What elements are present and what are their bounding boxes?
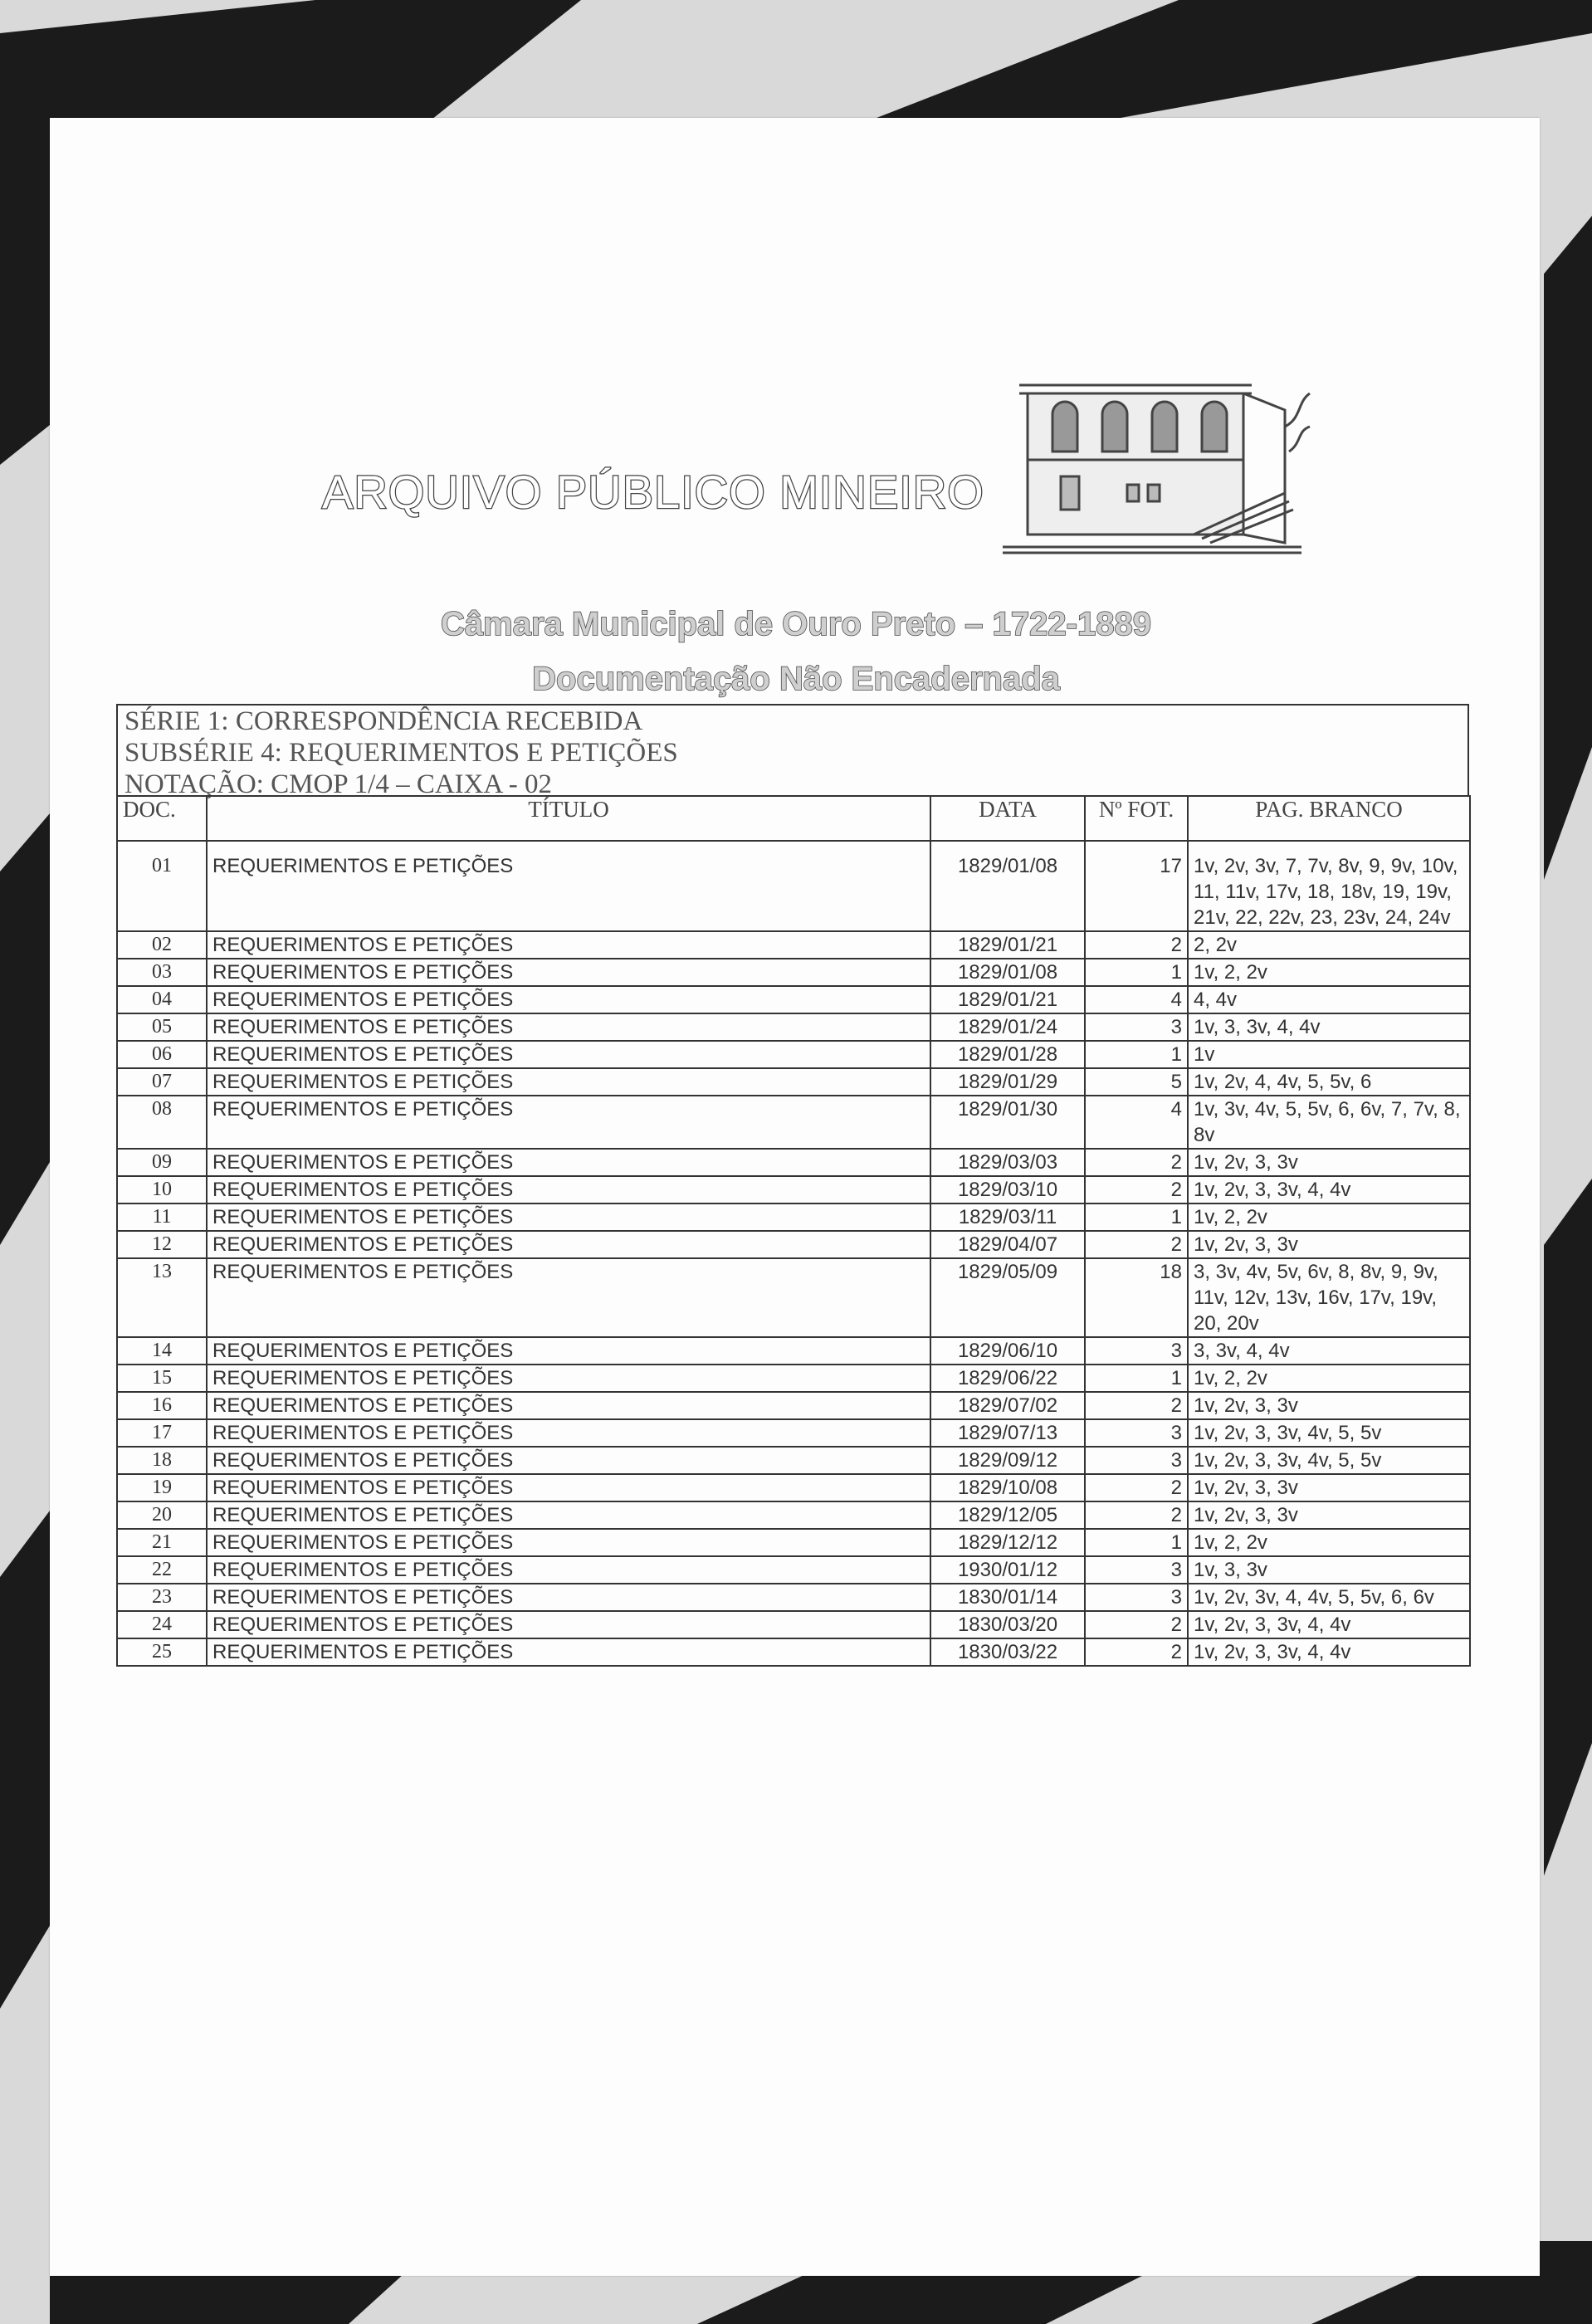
blank-pages-cell: 1v, 2v, 3, 3v xyxy=(1188,1474,1470,1501)
date-cell: 1829/03/11 xyxy=(930,1204,1085,1231)
blank-pages-cell: 1v, 2, 2v xyxy=(1188,1204,1470,1231)
photo-count-cell: 2 xyxy=(1085,1474,1188,1501)
table-row xyxy=(117,1231,1470,1258)
photo-count-cell: 1 xyxy=(1085,959,1188,986)
date-cell: 1829/10/08 xyxy=(930,1474,1085,1501)
table-row xyxy=(117,1365,1470,1392)
subserie-line: SUBSÉRIE 4: REQUERIMENTOS E PETIÇÕES xyxy=(125,738,678,768)
title-cell: REQUERIMENTOS E PETIÇÕES xyxy=(207,1501,930,1529)
doc-number-cell: 20 xyxy=(117,1501,207,1529)
doc-number-cell: 13 xyxy=(117,1258,207,1337)
title-cell: REQUERIMENTOS E PETIÇÕES xyxy=(207,1337,930,1365)
date-cell: 1829/12/12 xyxy=(930,1529,1085,1556)
blank-pages-cell: 1v, 2v, 3, 3v xyxy=(1188,1501,1470,1529)
table-row xyxy=(117,1447,1470,1474)
blank-pages-cell: 1v, 2v, 4, 4v, 5, 5v, 6 xyxy=(1188,1068,1470,1096)
photo-count-cell: 5 xyxy=(1085,1068,1188,1096)
table-row xyxy=(117,1041,1470,1068)
blank-pages-cell: 1v, 2v, 3, 3v, 4, 4v xyxy=(1188,1638,1470,1666)
blank-pages-cell: 1v, 2v, 3, 3v, 4, 4v xyxy=(1188,1611,1470,1638)
blank-pages-cell: 1v, 2, 2v xyxy=(1188,959,1470,986)
photo-count-cell: 2 xyxy=(1085,1149,1188,1176)
archive-header xyxy=(274,340,1320,564)
blank-pages-cell: 4, 4v xyxy=(1188,986,1470,1013)
photo-count-cell: 18 xyxy=(1085,1258,1188,1337)
date-cell: 1829/07/02 xyxy=(930,1392,1085,1419)
doc-number-cell: 05 xyxy=(117,1013,207,1041)
blank-pages-cell: 1v, 3v, 4v, 5, 5v, 6, 6v, 7, 7v, 8, 8v xyxy=(1188,1096,1470,1149)
date-cell: 1930/01/12 xyxy=(930,1556,1085,1584)
date-cell: 1829/01/29 xyxy=(930,1068,1085,1096)
doc-number-cell: 10 xyxy=(117,1176,207,1204)
title-cell: REQUERIMENTOS E PETIÇÕES xyxy=(207,1638,930,1666)
photo-count-cell: 4 xyxy=(1085,1096,1188,1149)
blank-pages-cell: 1v, 2, 2v xyxy=(1188,1365,1470,1392)
table-row xyxy=(117,1068,1470,1096)
collection-title: Documentação Não Encadernada xyxy=(532,661,1060,697)
table-row xyxy=(117,1611,1470,1638)
table-row xyxy=(117,1584,1470,1611)
serie-line: SÉRIE 1: CORRESPONDÊNCIA RECEBIDA xyxy=(125,706,643,736)
doc-number-cell: 17 xyxy=(117,1419,207,1447)
doc-number-cell: 14 xyxy=(117,1337,207,1365)
table-row xyxy=(117,986,1470,1013)
blank-pages-cell: 2, 2v xyxy=(1188,931,1470,959)
photo-count-cell: 17 xyxy=(1085,841,1188,931)
doc-number-cell: 11 xyxy=(117,1204,207,1231)
title-cell: REQUERIMENTOS E PETIÇÕES xyxy=(207,1584,930,1611)
photo-count-cell: 1 xyxy=(1085,1041,1188,1068)
doc-number-cell: 25 xyxy=(117,1638,207,1666)
table-row xyxy=(117,1096,1470,1149)
doc-number-cell: 22 xyxy=(117,1556,207,1584)
photo-count-cell: 2 xyxy=(1085,1231,1188,1258)
title-cell: REQUERIMENTOS E PETIÇÕES xyxy=(207,1365,930,1392)
blank-pages-cell: 1v, 3, 3v xyxy=(1188,1556,1470,1584)
table-header-row xyxy=(117,796,1470,841)
title-cell: REQUERIMENTOS E PETIÇÕES xyxy=(207,1447,930,1474)
table-row xyxy=(117,1392,1470,1419)
table-row xyxy=(117,1638,1470,1666)
table-row xyxy=(117,1013,1470,1041)
date-cell: 1829/01/28 xyxy=(930,1041,1085,1068)
date-cell: 1829/12/05 xyxy=(930,1501,1085,1529)
title-cell: REQUERIMENTOS E PETIÇÕES xyxy=(207,1474,930,1501)
date-cell: 1829/01/21 xyxy=(930,986,1085,1013)
title-cell: REQUERIMENTOS E PETIÇÕES xyxy=(207,1556,930,1584)
date-cell: 1829/06/10 xyxy=(930,1337,1085,1365)
date-cell: 1830/03/22 xyxy=(930,1638,1085,1666)
blank-pages-cell: 1v xyxy=(1188,1041,1470,1068)
title-cell: REQUERIMENTOS E PETIÇÕES xyxy=(207,1068,930,1096)
blank-pages-cell: 1v, 2v, 3, 3v xyxy=(1188,1231,1470,1258)
column-header-doc: DOC. xyxy=(117,796,207,841)
doc-number-cell: 09 xyxy=(117,1149,207,1176)
title-cell: REQUERIMENTOS E PETIÇÕES xyxy=(207,1611,930,1638)
notacao-line: NOTAÇÃO: CMOP 1/4 – CAIXA - 02 xyxy=(125,769,552,799)
document-listing-table xyxy=(116,795,1471,1667)
table-row xyxy=(117,1149,1470,1176)
date-cell: 1829/01/24 xyxy=(930,1013,1085,1041)
doc-number-cell: 23 xyxy=(117,1584,207,1611)
title-cell: REQUERIMENTOS E PETIÇÕES xyxy=(207,986,930,1013)
title-cell: REQUERIMENTOS E PETIÇÕES xyxy=(207,1204,930,1231)
doc-number-cell: 16 xyxy=(117,1392,207,1419)
blank-pages-cell: 3, 3v, 4, 4v xyxy=(1188,1337,1470,1365)
blank-pages-cell: 1v, 2v, 3, 3v, 4v, 5, 5v xyxy=(1188,1419,1470,1447)
doc-number-cell: 12 xyxy=(117,1231,207,1258)
blank-pages-cell: 1v, 3, 3v, 4, 4v xyxy=(1188,1013,1470,1041)
blank-pages-cell: 3, 3v, 4v, 5v, 6v, 8, 8v, 9, 9v, 11v, 12v, 13v, 16v, 17v, 19v, 20, 20v xyxy=(1188,1258,1470,1337)
column-header-pag: PAG. BRANCO xyxy=(1188,796,1470,841)
photo-count-cell: 2 xyxy=(1085,1392,1188,1419)
doc-number-cell: 07 xyxy=(117,1068,207,1096)
photo-count-cell: 1 xyxy=(1085,1204,1188,1231)
blank-pages-cell: 1v, 2v, 3, 3v xyxy=(1188,1392,1470,1419)
doc-number-cell: 02 xyxy=(117,931,207,959)
photo-count-cell: 2 xyxy=(1085,1501,1188,1529)
date-cell: 1829/07/13 xyxy=(930,1419,1085,1447)
institution-title: Câmara Municipal de Ouro Preto – 1722-1889 xyxy=(441,606,1151,642)
doc-number-cell: 19 xyxy=(117,1474,207,1501)
title-cell: REQUERIMENTOS E PETIÇÕES xyxy=(207,1392,930,1419)
photo-count-cell: 3 xyxy=(1085,1447,1188,1474)
title-cell: REQUERIMENTOS E PETIÇÕES xyxy=(207,1041,930,1068)
table-row xyxy=(117,1474,1470,1501)
title-cell: REQUERIMENTOS E PETIÇÕES xyxy=(207,1149,930,1176)
table-row xyxy=(117,931,1470,959)
date-cell: 1830/01/14 xyxy=(930,1584,1085,1611)
photo-count-cell: 2 xyxy=(1085,931,1188,959)
date-cell: 1829/06/22 xyxy=(930,1365,1085,1392)
date-cell: 1829/09/12 xyxy=(930,1447,1085,1474)
title-cell: REQUERIMENTOS E PETIÇÕES xyxy=(207,1529,930,1556)
date-cell: 1830/03/20 xyxy=(930,1611,1085,1638)
archive-name: ARQUIVO PÚBLICO MINEIRO xyxy=(322,466,984,518)
doc-number-cell: 15 xyxy=(117,1365,207,1392)
archive-building-logo xyxy=(1003,360,1318,559)
title-cell: REQUERIMENTOS E PETIÇÕES xyxy=(207,931,930,959)
photo-count-cell: 4 xyxy=(1085,986,1188,1013)
title-cell: REQUERIMENTOS E PETIÇÕES xyxy=(207,1013,930,1041)
title-cell: REQUERIMENTOS E PETIÇÕES xyxy=(207,841,930,931)
doc-number-cell: 04 xyxy=(117,986,207,1013)
table-row xyxy=(117,1258,1470,1337)
title-cell: REQUERIMENTOS E PETIÇÕES xyxy=(207,1419,930,1447)
column-header-data: DATA xyxy=(930,796,1085,841)
blank-pages-cell: 1v, 2v, 3, 3v, 4v, 5, 5v xyxy=(1188,1447,1470,1474)
table-row xyxy=(117,1176,1470,1204)
photo-count-cell: 1 xyxy=(1085,1529,1188,1556)
column-header-fot: Nº FOT. xyxy=(1085,796,1188,841)
date-cell: 1829/04/07 xyxy=(930,1231,1085,1258)
title-cell: REQUERIMENTOS E PETIÇÕES xyxy=(207,1176,930,1204)
photo-count-cell: 1 xyxy=(1085,1365,1188,1392)
date-cell: 1829/03/10 xyxy=(930,1176,1085,1204)
photo-count-cell: 3 xyxy=(1085,1013,1188,1041)
blank-pages-cell: 1v, 2v, 3v, 7, 7v, 8v, 9, 9v, 10v, 11, 11v, 17v, 18, 18v, 19, 19v, 21v, 22, 22v, 23, 23v, 24, 24v xyxy=(1188,841,1470,931)
title-cell: REQUERIMENTOS E PETIÇÕES xyxy=(207,959,930,986)
photo-count-cell: 2 xyxy=(1085,1176,1188,1204)
notation-box xyxy=(116,704,1469,797)
doc-number-cell: 01 xyxy=(117,841,207,931)
photo-count-cell: 3 xyxy=(1085,1419,1188,1447)
doc-number-cell: 24 xyxy=(117,1611,207,1638)
table-row xyxy=(117,1556,1470,1584)
photo-count-cell: 2 xyxy=(1085,1611,1188,1638)
doc-number-cell: 08 xyxy=(117,1096,207,1149)
table-row xyxy=(117,841,1470,931)
table-row xyxy=(117,1529,1470,1556)
date-cell: 1829/01/08 xyxy=(930,959,1085,986)
column-header-titulo: TÍTULO xyxy=(207,796,930,841)
date-cell: 1829/03/03 xyxy=(930,1149,1085,1176)
date-cell: 1829/01/30 xyxy=(930,1096,1085,1149)
table-row xyxy=(117,1501,1470,1529)
date-cell: 1829/01/21 xyxy=(930,931,1085,959)
doc-number-cell: 18 xyxy=(117,1447,207,1474)
photo-count-cell: 3 xyxy=(1085,1584,1188,1611)
doc-number-cell: 21 xyxy=(117,1529,207,1556)
photo-count-cell: 3 xyxy=(1085,1337,1188,1365)
photo-count-cell: 3 xyxy=(1085,1556,1188,1584)
photo-count-cell: 2 xyxy=(1085,1638,1188,1666)
doc-number-cell: 06 xyxy=(117,1041,207,1068)
blank-pages-cell: 1v, 2, 2v xyxy=(1188,1529,1470,1556)
title-cell: REQUERIMENTOS E PETIÇÕES xyxy=(207,1258,930,1337)
blank-pages-cell: 1v, 2v, 3, 3v xyxy=(1188,1149,1470,1176)
doc-number-cell: 03 xyxy=(117,959,207,986)
date-cell: 1829/01/08 xyxy=(930,841,1085,931)
blank-pages-cell: 1v, 2v, 3v, 4, 4v, 5, 5v, 6, 6v xyxy=(1188,1584,1470,1611)
table-row xyxy=(117,959,1470,986)
blank-pages-cell: 1v, 2v, 3, 3v, 4, 4v xyxy=(1188,1176,1470,1204)
table-row xyxy=(117,1337,1470,1365)
title-cell: REQUERIMENTOS E PETIÇÕES xyxy=(207,1096,930,1149)
table-row xyxy=(117,1419,1470,1447)
title-cell: REQUERIMENTOS E PETIÇÕES xyxy=(207,1231,930,1258)
table-row xyxy=(117,1204,1470,1231)
date-cell: 1829/05/09 xyxy=(930,1258,1085,1337)
